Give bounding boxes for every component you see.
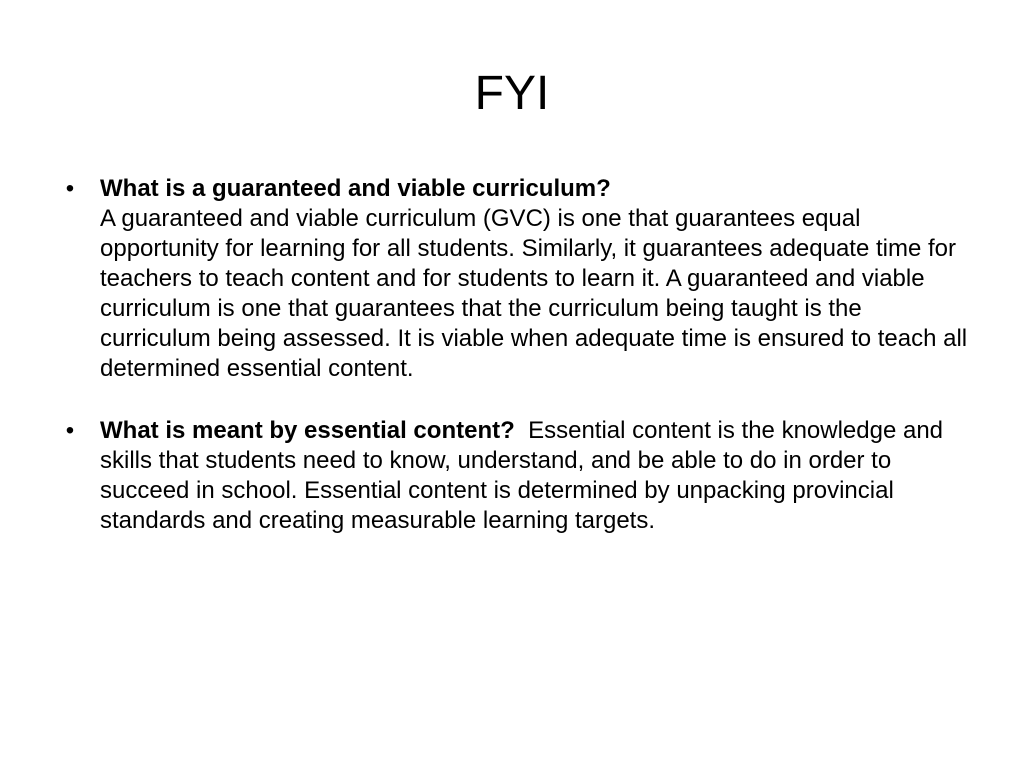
list-item [60, 416, 970, 536]
bullet-icon: • [65, 417, 75, 444]
question-text: What is meant by essential content? [100, 417, 515, 444]
answer-text: Essential content is the knowledge and skills that students need to know, understand, and be able to do in order to succeed in school. Essential content is determined by unpacking provincial standards and creating measurable learning targets. [100, 417, 944, 534]
slide-title: FYI [474, 67, 550, 120]
question-text: What is a guaranteed and viable curriculum? [100, 175, 611, 202]
bullet-icon: • [65, 175, 75, 202]
list-item [60, 174, 970, 384]
bullet-list [60, 174, 970, 536]
answer-text: A guaranteed and viable curriculum (GVC) is one that guarantees equal opportunity for learning for all students. Similarly, it guarantees adequate time for teachers to teach content and for students to learn it. A guaranteed and viable curriculum is one that guarantees that the curriculum being taught is the curriculum being assessed. It is viable when adequate time is ensured to teach all determined essential content. [100, 205, 968, 382]
